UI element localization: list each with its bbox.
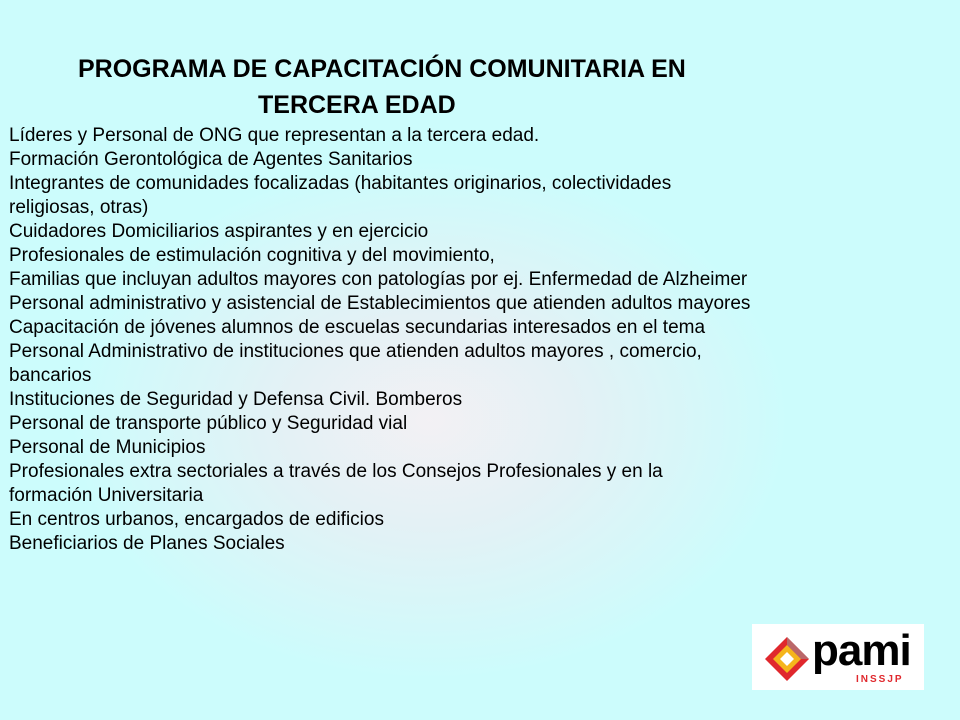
- list-line: Personal administrativo y asistencial de Establecimientos que atienden adultos mayores: [9, 293, 751, 314]
- list-line: religiosas, otras): [9, 197, 149, 218]
- list-line: Profesionales extra sectoriales a través de los Consejos Profesionales y en la: [9, 461, 663, 482]
- inssjp-label: INSSJP: [856, 674, 904, 685]
- list-line: Líderes y Personal de ONG que representan a la tercera edad.: [9, 125, 540, 146]
- pami-wordmark: pami: [812, 626, 911, 675]
- list-line: Formación Gerontológica de Agentes Sanitarios: [9, 149, 413, 170]
- slide-title: [0, 51, 960, 123]
- pami-logo: [752, 624, 924, 690]
- list-line: En centros urbanos, encargados de edificios: [9, 509, 384, 530]
- list-line: Personal de transporte público y Seguridad vial: [9, 413, 408, 434]
- target-audience-list: [9, 124, 954, 556]
- list-line: formación Universitaria: [9, 485, 204, 506]
- pami-diamond-icon: [764, 636, 810, 682]
- list-line: Familias que incluyan adultos mayores con patologías por ej. Enfermedad de Alzheimer: [9, 269, 748, 290]
- list-line: Personal Administrativo de instituciones que atienden adultos mayores , comercio,: [9, 341, 702, 362]
- slide-title-line-1: PROGRAMA DE CAPACITACIÓN COMUNITARIA EN: [78, 55, 686, 83]
- list-line: Cuidadores Domiciliarios aspirantes y en ejercicio: [9, 221, 429, 242]
- list-line: Beneficiarios de Planes Sociales: [9, 533, 285, 554]
- list-line: Personal de Municipios: [9, 437, 206, 458]
- list-line: Instituciones de Seguridad y Defensa Civil. Bomberos: [9, 389, 463, 410]
- list-line: bancarios: [9, 365, 92, 386]
- list-line: Integrantes de comunidades focalizadas (habitantes originarios, colectividades: [9, 173, 672, 194]
- list-line: Profesionales de estimulación cognitiva y del movimiento,: [9, 245, 495, 266]
- list-line: Capacitación de jóvenes alumnos de escuelas secundarias interesados en el tema: [9, 317, 706, 338]
- slide-title-line-2: TERCERA EDAD: [258, 91, 456, 119]
